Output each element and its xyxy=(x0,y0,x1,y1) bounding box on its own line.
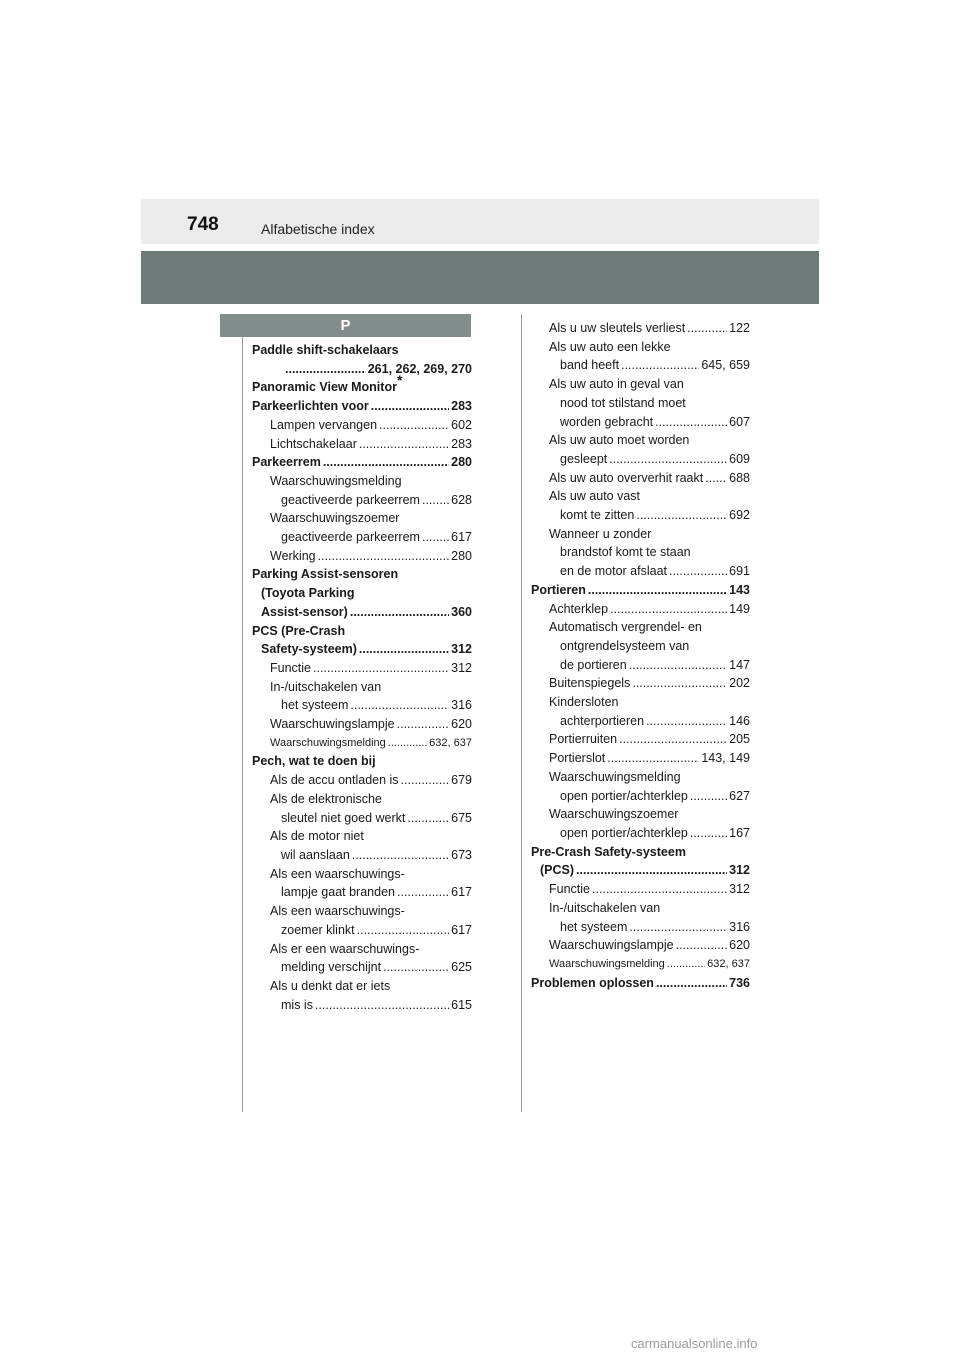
index-entry xyxy=(252,341,472,360)
index-entry-text: Kindersloten xyxy=(549,695,619,710)
index-entry-page: 673 xyxy=(451,847,472,862)
index-entry xyxy=(531,413,750,432)
index-entry xyxy=(531,861,750,880)
index-entry-text: het systeem xyxy=(560,919,628,934)
index-entry-page: 627 xyxy=(729,788,750,803)
index-entry-text: de portieren xyxy=(560,657,627,672)
column-divider-middle xyxy=(521,314,522,1112)
index-entry xyxy=(531,487,750,506)
index-entry xyxy=(531,431,750,450)
index-entry-text: Lampen vervangen xyxy=(270,417,378,432)
index-entry-text: Assist-sensor) xyxy=(261,604,348,619)
index-entry-page: 679 xyxy=(451,773,472,788)
page-title: Alfabetische index xyxy=(261,221,375,237)
index-entry-page: 615 xyxy=(451,997,472,1012)
index-entry-page: 617 xyxy=(451,922,472,937)
dot-leader xyxy=(655,413,727,432)
dot-leader xyxy=(705,469,727,488)
index-entry xyxy=(252,734,472,753)
index-entry xyxy=(252,996,472,1015)
index-entry xyxy=(252,640,472,659)
index-entry-page: 632, 637 xyxy=(707,957,750,970)
index-entry xyxy=(531,899,750,918)
index-entry xyxy=(531,843,750,862)
dot-leader xyxy=(656,974,727,993)
index-entry-text: melding verschijnt xyxy=(281,960,382,975)
index-entry-page: 146 xyxy=(729,713,750,728)
index-entry-text: Waarschuwingsmelding xyxy=(549,769,681,784)
index-entry xyxy=(531,656,750,675)
dot-leader xyxy=(407,809,449,828)
index-entry-text: Als uw auto in geval van xyxy=(549,377,684,392)
index-entry-page: 360 xyxy=(451,604,472,619)
index-entry xyxy=(252,771,472,790)
index-entry-text: In-/uitschakelen van xyxy=(549,900,661,915)
index-entry xyxy=(252,809,472,828)
index-entry xyxy=(252,958,472,977)
dot-leader xyxy=(350,696,449,715)
index-entry-text: Als uw auto een lekke xyxy=(549,339,671,354)
index-entry xyxy=(531,637,750,656)
index-entry-page: 202 xyxy=(729,676,750,691)
index-entry-text: zoemer klinkt xyxy=(281,922,355,937)
index-entry xyxy=(252,902,472,921)
index-entry-page: 316 xyxy=(451,698,472,713)
header-bar xyxy=(141,251,819,304)
index-entry xyxy=(531,525,750,544)
index-entry xyxy=(531,600,750,619)
index-entry-text: Als u denkt dat er iets xyxy=(270,978,391,993)
index-entry xyxy=(252,472,472,491)
index-entry-text: open portier/achterklep xyxy=(560,825,688,840)
index-entry xyxy=(531,805,750,824)
dot-leader xyxy=(629,918,727,937)
index-entry-text: Safety-systeem) xyxy=(261,642,357,657)
index-entry xyxy=(531,955,750,974)
index-entry-page: 607 xyxy=(729,414,750,429)
index-entry-text: band heeft xyxy=(560,358,620,373)
index-entry xyxy=(531,562,750,581)
index-entry-text: Waarschuwingszoemer xyxy=(549,807,679,822)
index-entry-text: Als de accu ontladen is xyxy=(270,773,399,788)
index-entry-text: Portierruiten xyxy=(549,732,618,747)
index-entry xyxy=(531,394,750,413)
page-number: 748 xyxy=(187,214,219,235)
index-entry-text: Waarschuwingsmelding xyxy=(270,473,402,488)
dot-leader xyxy=(315,996,449,1015)
index-entry-page: 283 xyxy=(451,436,472,451)
index-column-left xyxy=(252,341,472,1014)
index-entry-text: Achterklep xyxy=(549,601,609,616)
index-entry-text: worden gebracht xyxy=(560,414,654,429)
index-entry-text: (PCS) xyxy=(540,863,575,878)
index-entry xyxy=(531,749,750,768)
index-entry-text: het systeem xyxy=(281,698,349,713)
dot-leader xyxy=(379,416,449,435)
index-entry xyxy=(252,397,472,416)
index-entry xyxy=(531,543,750,562)
index-entry xyxy=(531,618,750,637)
index-entry xyxy=(531,824,750,843)
index-entry-text: mis is xyxy=(281,997,313,1012)
dot-leader xyxy=(359,435,449,454)
index-entry xyxy=(252,865,472,884)
index-entry-text: (Toyota Parking xyxy=(261,586,355,601)
index-entry-page: 736 xyxy=(729,975,750,990)
index-entry-page: 675 xyxy=(451,810,472,825)
index-entry-text: Parkeerrem xyxy=(252,455,321,470)
index-entry xyxy=(531,674,750,693)
index-entry-page: 632, 637 xyxy=(429,736,472,749)
index-entry xyxy=(531,338,750,357)
index-entry xyxy=(531,768,750,787)
index-entry-page: 122 xyxy=(729,321,750,335)
index-entry xyxy=(252,435,472,454)
index-entry-text: Buitenspiegels xyxy=(549,676,631,691)
dot-leader xyxy=(318,547,450,566)
index-entry-page: 628 xyxy=(451,492,472,507)
index-entry-page: 620 xyxy=(451,717,472,732)
index-entry-page: 645, 659 xyxy=(701,358,750,373)
index-entry xyxy=(252,528,472,547)
index-entry-text: Als de elektronische xyxy=(270,791,382,806)
index-entry xyxy=(252,846,472,865)
index-entry xyxy=(531,319,750,338)
index-entry-text: Waarschuwingslampje xyxy=(270,717,395,732)
index-entry xyxy=(252,940,472,959)
index-entry xyxy=(531,712,750,731)
dot-leader xyxy=(388,734,427,753)
index-entry xyxy=(531,918,750,937)
dot-leader xyxy=(352,846,449,865)
index-entry xyxy=(531,581,750,600)
column-divider-left xyxy=(242,337,243,1112)
index-entry-text: Als uw auto oververhit raakt xyxy=(549,470,704,485)
index-entry-page: 283 xyxy=(451,399,472,414)
index-entry-text: Als de motor niet xyxy=(270,829,364,844)
index-entry-text: Functie xyxy=(270,660,311,675)
index-entry xyxy=(252,921,472,940)
dot-leader xyxy=(383,958,449,977)
index-entry-page: 312 xyxy=(729,882,750,897)
dot-leader xyxy=(667,955,705,974)
index-entry-text: sleutel niet goed werkt xyxy=(281,810,406,825)
section-letter: P xyxy=(220,314,471,337)
index-entry-page: 316 xyxy=(729,919,750,934)
index-column-right xyxy=(531,319,750,992)
index-entry xyxy=(252,372,472,397)
index-entry-page: 280 xyxy=(451,455,472,470)
index-entry xyxy=(252,491,472,510)
dot-leader xyxy=(576,861,727,880)
header-top-band xyxy=(141,199,819,244)
index-entry-text: Als een waarschuwings- xyxy=(270,866,405,881)
index-entry-text: Paddle shift-schakelaars xyxy=(252,343,399,357)
index-entry xyxy=(531,730,750,749)
index-entry xyxy=(531,936,750,955)
index-entry xyxy=(252,603,472,622)
index-entry xyxy=(252,883,472,902)
dot-leader xyxy=(619,730,727,749)
index-entry-text: Waarschuwingslampje xyxy=(549,938,674,953)
index-entry-text: Werking xyxy=(270,548,316,563)
index-entry-page: 143 xyxy=(729,582,750,597)
dot-leader xyxy=(422,491,449,510)
index-entry-text: en de motor afslaat xyxy=(560,564,668,579)
index-entry-page: 312 xyxy=(451,660,472,675)
dot-leader xyxy=(676,936,728,955)
dot-leader xyxy=(350,603,449,622)
index-entry-text: Pre-Crash Safety-systeem xyxy=(531,844,686,859)
index-entry-text: ontgrendelsysteem van xyxy=(560,638,690,653)
index-entry-text: In-/uitschakelen van xyxy=(270,679,382,694)
index-entry xyxy=(252,715,472,734)
index-entry xyxy=(252,659,472,678)
index-entry-text: Waarschuwingszoemer xyxy=(270,511,400,526)
index-entry-text: Pech, wat te doen bij xyxy=(252,754,376,769)
index-entry-text: Portieren xyxy=(531,582,586,597)
index-entry-text: Parking Assist-sensoren xyxy=(252,567,399,582)
index-entry xyxy=(252,453,472,472)
index-entry-text: nood tot stilstand moet xyxy=(560,395,686,410)
dot-leader xyxy=(629,656,727,675)
index-entry xyxy=(252,752,472,771)
index-entry-page: 205 xyxy=(729,732,750,747)
index-entry xyxy=(252,416,472,435)
index-entry-page: 280 xyxy=(451,548,472,563)
dot-leader xyxy=(588,581,727,600)
index-entry xyxy=(252,790,472,809)
index-entry xyxy=(252,696,472,715)
index-entry-text: Wanneer u zonder xyxy=(549,526,652,541)
index-entry-text: Problemen oplossen xyxy=(531,975,654,990)
dot-leader xyxy=(357,921,450,940)
index-entry-text: Portierslot xyxy=(549,751,606,766)
dot-leader xyxy=(690,824,727,843)
dot-leader xyxy=(592,880,727,899)
index-entry xyxy=(252,622,472,641)
dot-leader xyxy=(285,360,366,379)
index-entry-text: Waarschuwingsmelding xyxy=(270,736,386,749)
index-entry-text: gesleept xyxy=(560,451,608,466)
index-entry-page: 143, 149 xyxy=(701,751,750,766)
dot-leader xyxy=(610,600,727,619)
index-entry xyxy=(252,584,472,603)
index-entry-page: 312 xyxy=(451,642,472,657)
index-entry-text: Als uw auto moet worden xyxy=(549,433,690,448)
index-entry xyxy=(531,506,750,525)
index-entry-page: 691 xyxy=(729,564,750,579)
dot-leader xyxy=(359,640,449,659)
index-entry-text: Panoramic View Monitor xyxy=(252,380,397,395)
dot-leader xyxy=(371,397,449,416)
index-entry-page: 617 xyxy=(451,885,472,900)
index-entry-text: Parkeerlichten voor xyxy=(252,399,369,414)
index-entry xyxy=(252,977,472,996)
index-entry xyxy=(531,450,750,469)
index-entry-page: 617 xyxy=(451,530,472,545)
index-entry-page: 620 xyxy=(729,938,750,953)
dot-leader xyxy=(609,450,727,469)
index-entry-text: Als u uw sleutels verliest xyxy=(549,321,686,335)
dot-leader xyxy=(632,674,727,693)
index-entry-text: Als een waarschuwings- xyxy=(270,904,405,919)
index-entry-text: Automatisch vergrendel- en xyxy=(549,620,702,635)
watermark: carmanualsonline.info xyxy=(631,1336,758,1351)
index-entry xyxy=(531,693,750,712)
index-entry xyxy=(531,974,750,993)
dot-leader xyxy=(323,453,449,472)
index-entry xyxy=(252,360,472,379)
dot-leader xyxy=(687,319,727,338)
index-entry-page: 261, 262, 269, 270 xyxy=(367,361,472,376)
index-entry-text: open portier/achterklep xyxy=(560,788,688,803)
index-entry-page: 609 xyxy=(729,451,750,466)
index-entry xyxy=(252,565,472,584)
dot-leader xyxy=(401,771,450,790)
index-entry xyxy=(531,356,750,375)
index-entry xyxy=(252,547,472,566)
index-entry-text: Waarschuwingsmelding xyxy=(549,957,665,970)
index-entry-text: Als uw auto vast xyxy=(549,489,641,504)
index-entry xyxy=(531,787,750,806)
dot-leader xyxy=(397,883,449,902)
index-entry-page: 602 xyxy=(451,417,472,432)
index-entry-page: 688 xyxy=(729,470,750,485)
index-entry-text: komt te zitten xyxy=(560,508,635,523)
dot-leader xyxy=(607,749,699,768)
index-entry-text: Functie xyxy=(549,882,590,897)
index-entry-text: Als er een waarschuwings- xyxy=(270,941,420,956)
index-entry xyxy=(252,827,472,846)
index-entry-page: 167 xyxy=(729,825,750,840)
dot-leader xyxy=(669,562,727,581)
index-entry xyxy=(531,375,750,394)
index-entry-text: achterportieren xyxy=(560,713,645,728)
index-entry-text: geactiveerde parkeerrem xyxy=(281,530,420,545)
index-entry xyxy=(531,880,750,899)
dot-leader xyxy=(621,356,699,375)
dot-leader xyxy=(422,528,449,547)
index-entry-page: 625 xyxy=(451,960,472,975)
index-entry-text: wil aanslaan xyxy=(281,847,350,862)
index-entry-text: Lichtschakelaar xyxy=(270,436,357,451)
dot-leader xyxy=(397,715,450,734)
dot-leader xyxy=(646,712,727,731)
index-entry-page: 312 xyxy=(729,863,750,878)
dot-leader xyxy=(636,506,727,525)
index-entry-page: 692 xyxy=(729,508,750,523)
footnote-asterisk: * xyxy=(396,372,403,389)
index-entry-text: lampje gaat branden xyxy=(281,885,395,900)
dot-leader xyxy=(313,659,449,678)
index-entry xyxy=(252,678,472,697)
index-entry-text: geactiveerde parkeerrem xyxy=(281,492,420,507)
index-entry-text: PCS (Pre-Crash xyxy=(252,623,346,638)
index-entry-page: 149 xyxy=(729,601,750,616)
index-entry-text: brandstof komt te staan xyxy=(560,545,691,560)
index-entry xyxy=(252,509,472,528)
index-entry xyxy=(531,469,750,488)
index-entry-page: 147 xyxy=(729,657,750,672)
dot-leader xyxy=(690,787,727,806)
